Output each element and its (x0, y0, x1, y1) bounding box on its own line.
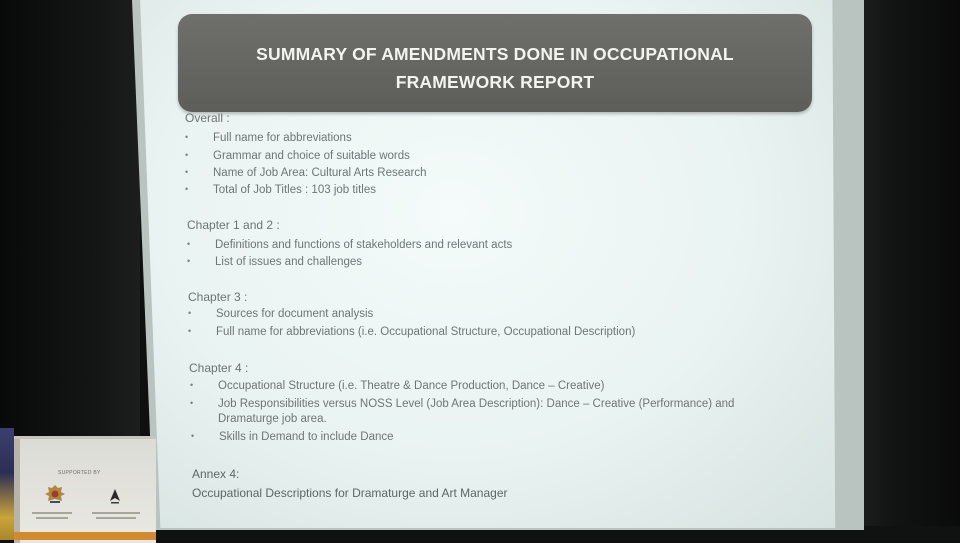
list-item (185, 184, 377, 196)
bullet-icon: • (188, 326, 192, 336)
list-item (191, 431, 394, 443)
bullet-icon: • (187, 239, 191, 249)
list-item (187, 239, 513, 251)
list-item (190, 380, 605, 392)
annex-text: Occupational Descriptions for Dramaturge and Art Manager (192, 486, 508, 500)
flag-edge (0, 428, 14, 540)
list-item-text: Occupational Structure (i.e. Theatre & Dance Production, Dance – Creative) (218, 380, 605, 392)
list-item-text: Grammar and choice of suitable words (213, 150, 410, 162)
bullet-icon: • (185, 132, 189, 142)
list-item (185, 150, 410, 162)
list-item (185, 132, 352, 144)
crest-logo-icon (44, 484, 66, 504)
bullet-icon: • (190, 380, 194, 390)
fine-print-line (36, 517, 68, 519)
section-heading-overall: Overall : (185, 111, 230, 125)
fine-print-line (32, 512, 72, 514)
fine-print-line (96, 517, 136, 519)
list-item (188, 308, 374, 320)
list-item-text: Definitions and functions of stakeholders and relevant acts (215, 239, 513, 251)
slide-title-line-2: FRAMEWORK REPORT (395, 72, 595, 92)
bullet-icon: • (191, 431, 195, 441)
bullet-icon: • (185, 184, 189, 194)
banner-edge (14, 439, 20, 543)
list-item-text: Name of Job Area: Cultural Arts Research (213, 167, 427, 179)
list-item-text: Full name for abbreviations (i.e. Occupational Structure, Occupational Description) (216, 326, 636, 338)
sponsor-banner (14, 436, 156, 543)
section-heading-chapter-1-2: Chapter 1 and 2 : (187, 218, 280, 232)
list-item (188, 326, 636, 338)
list-item-text: Full name for abbreviations (213, 132, 352, 144)
bullet-icon: • (190, 398, 194, 408)
list-item-text: Skills in Demand to include Dance (219, 431, 394, 443)
annex-heading: Annex 4: (192, 467, 240, 481)
list-item (187, 256, 363, 268)
section-heading-chapter-4: Chapter 4 : (189, 361, 249, 375)
slide-title-line-1: SUMMARY OF AMENDMENTS DONE IN OCCUPATIONAL (256, 44, 734, 64)
list-item-text: Total of Job Titles : 103 job titles (213, 184, 377, 196)
list-item (185, 167, 427, 179)
list-item (190, 398, 735, 410)
sponsor-banner-bar (14, 532, 156, 540)
bullet-icon: • (185, 150, 189, 160)
fine-print-line (92, 512, 140, 514)
list-item-text: List of issues and challenges (215, 256, 363, 268)
bullet-icon: • (185, 167, 189, 177)
sponsor-label: SUPPORTED BY (58, 470, 101, 476)
agency-logo-icon (108, 488, 122, 504)
list-item-continuation: Dramaturge job area. (218, 413, 327, 425)
bullet-icon: • (187, 256, 191, 266)
bullet-icon: • (188, 308, 192, 318)
list-item-text: Job Responsibilities versus NOSS Level (Job Area Description): Dance – Creative (Performance) and (218, 398, 735, 410)
list-item-text: Sources for document analysis (216, 308, 374, 320)
section-heading-chapter-3: Chapter 3 : (188, 290, 248, 304)
